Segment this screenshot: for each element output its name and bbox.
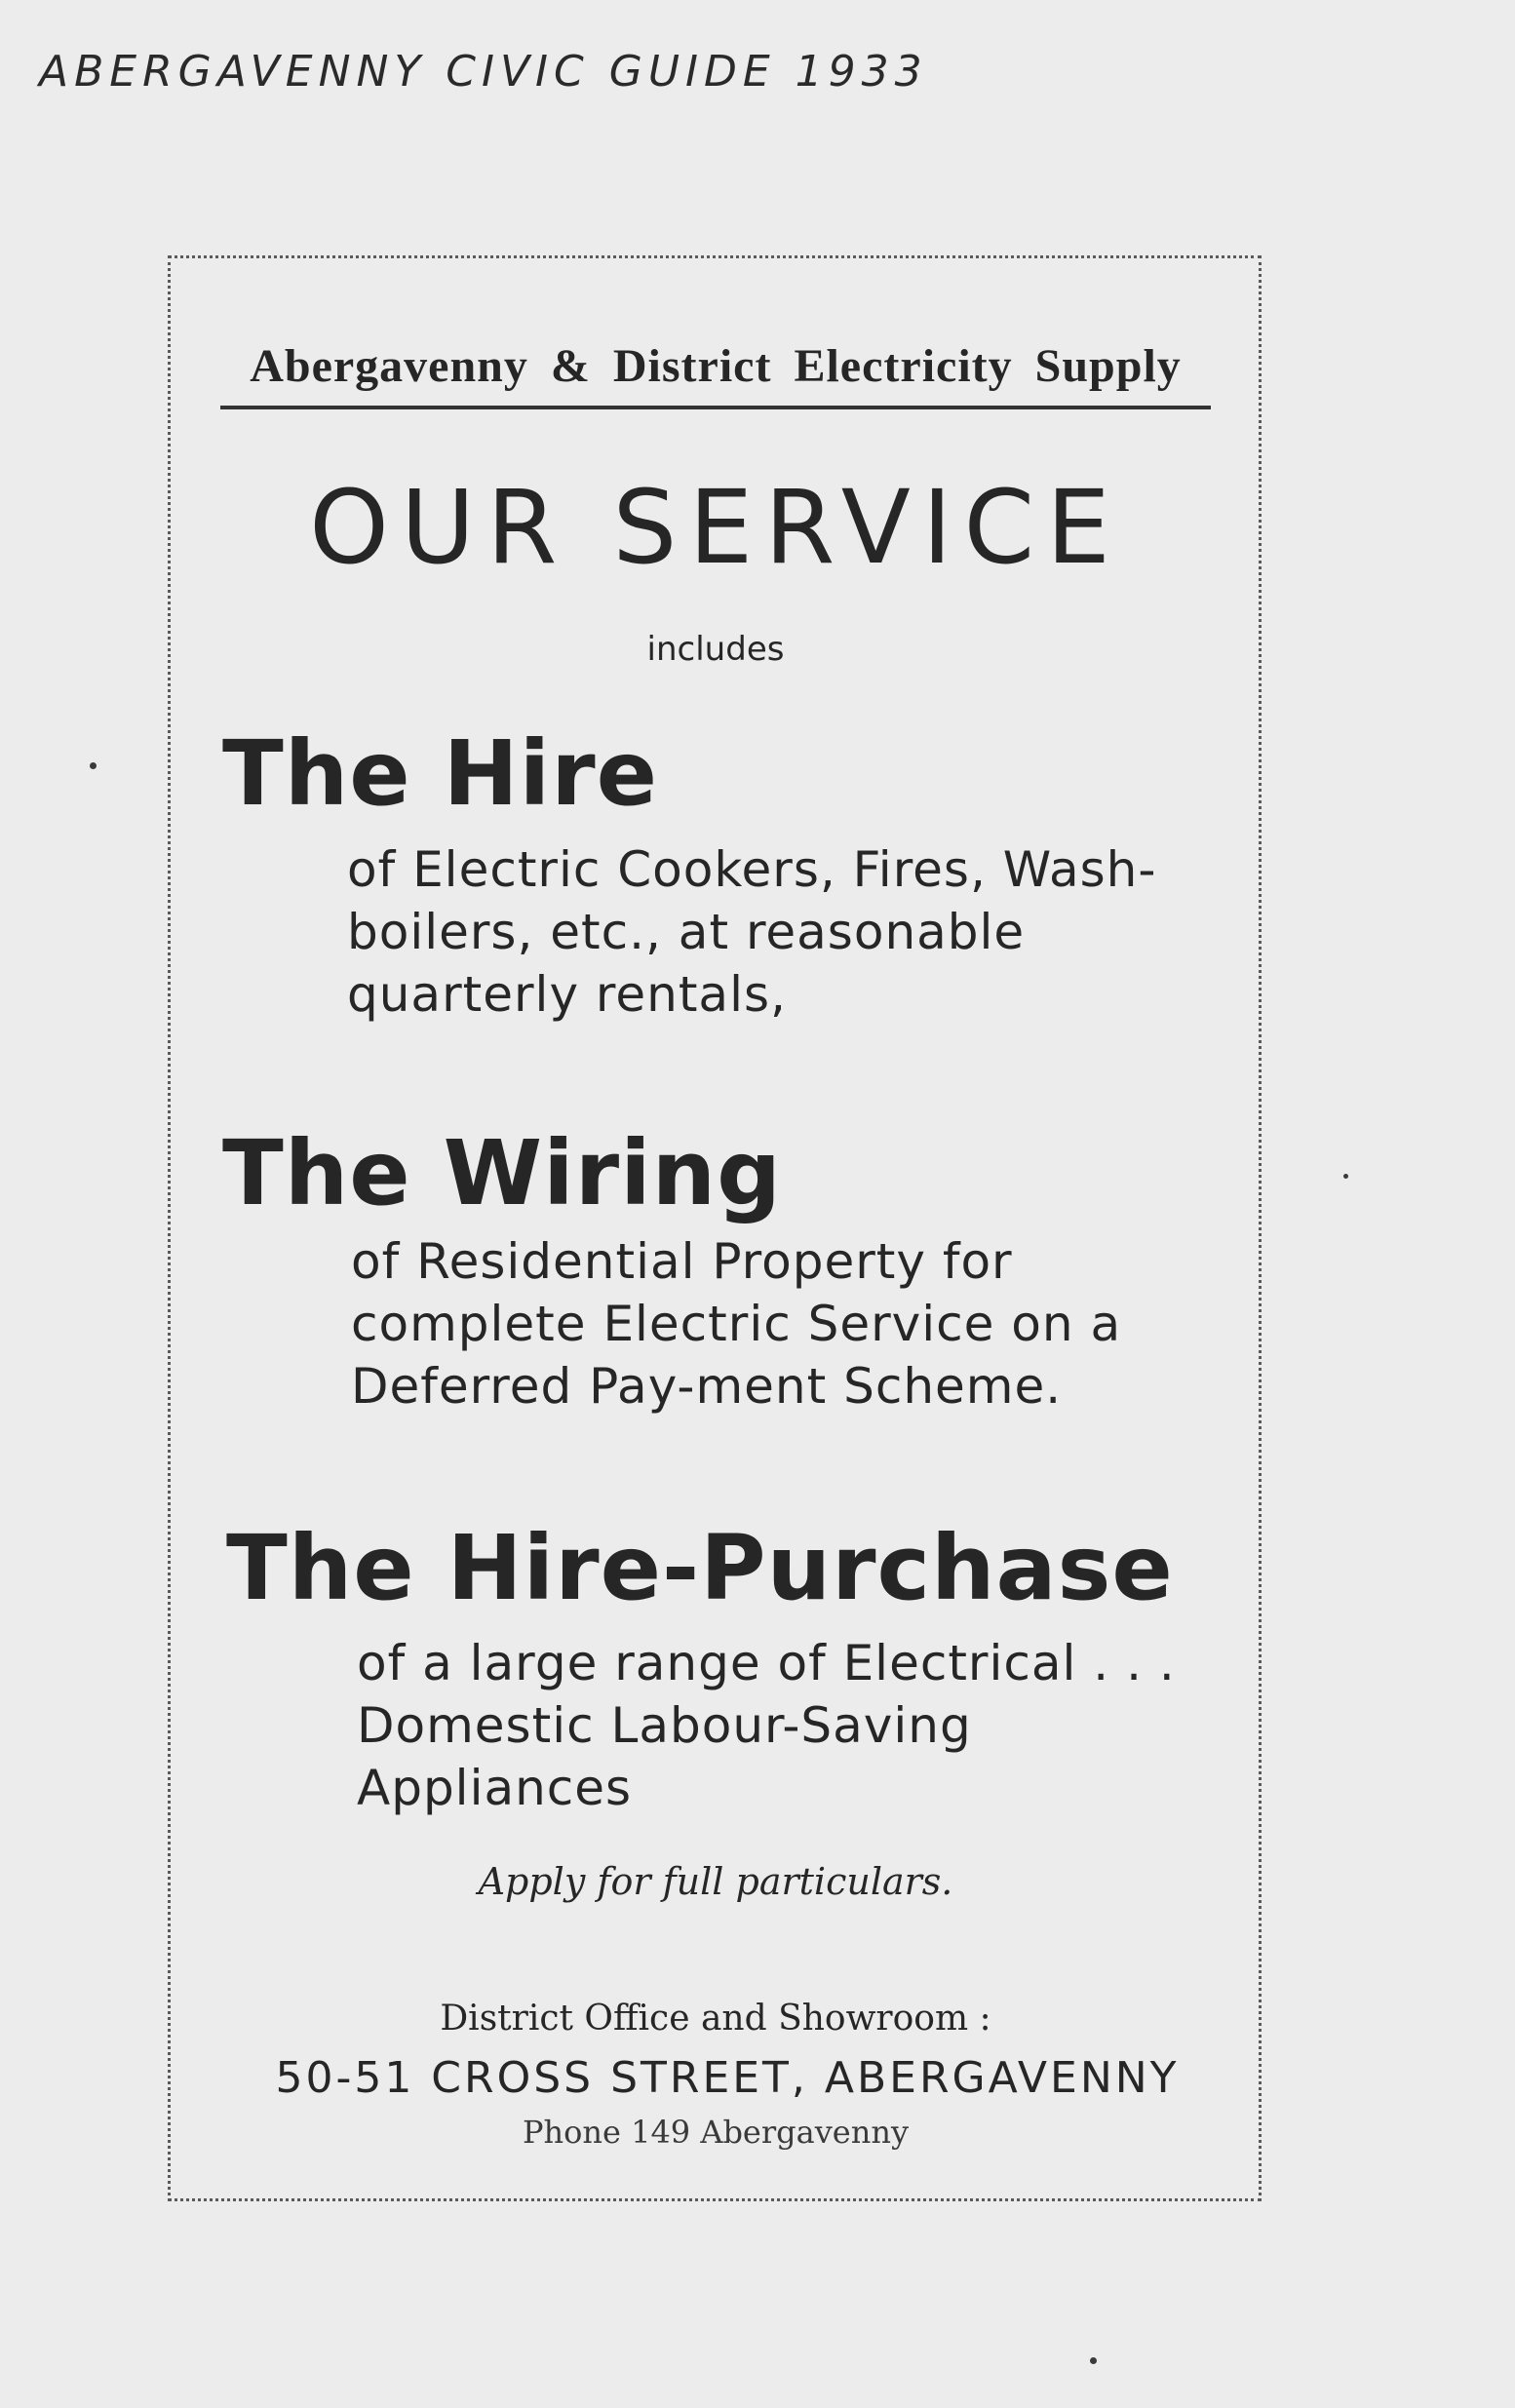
apply-note: Apply for full particulars.: [478, 1860, 953, 1903]
includes-label: includes: [646, 630, 785, 669]
service-hire-purchase-title: The Hire-Purchase: [226, 1516, 1174, 1620]
headline: OUR SERVICE: [309, 468, 1122, 587]
service-wiring-title: The Wiring: [222, 1121, 782, 1225]
service-wiring-description: of Residential Property for complete Electric Service on a Deferred Pay-ment Scheme.: [351, 1233, 1122, 1415]
address: 50-51 CROSS STREET, ABERGAVENNY: [275, 2053, 1180, 2103]
company-name: Abergavenny & District Electricity Supply: [250, 340, 1182, 392]
service-hire-purchase-description: of a large range of Electrical . . . Domestic Labour-Saving Appliances: [357, 1635, 1176, 1816]
service-hire-description: of Electric Cookers, Fires, Wash-boilers, etc., at reasonable quarterly rentals,: [347, 841, 1157, 1023]
print-speck: [90, 762, 97, 769]
office-label: District Office and Showroom :: [440, 1999, 991, 2039]
print-speck: [1343, 1174, 1348, 1179]
service-hire-title: The Hire: [222, 721, 658, 826]
handwritten-note: ABERGAVENNY CIVIC GUIDE 1933: [39, 47, 928, 97]
phone-number: Phone 149 Abergavenny: [522, 2114, 910, 2151]
print-speck: [1090, 2357, 1097, 2364]
company-underline: [220, 406, 1211, 409]
